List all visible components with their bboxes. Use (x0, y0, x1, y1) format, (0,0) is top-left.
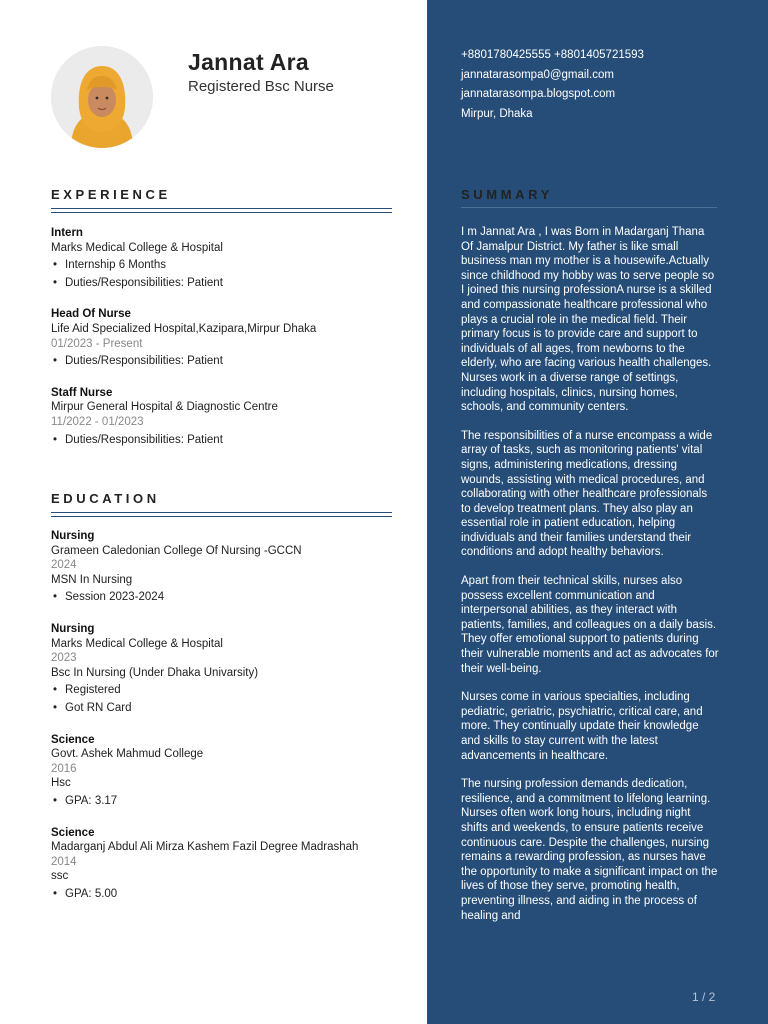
summary-text (461, 225, 719, 937)
education-entry (51, 529, 401, 605)
education-bullet: • Session 2023-2024 (51, 590, 401, 605)
education-bullet-list (51, 794, 401, 809)
education-title: Nursing (51, 622, 95, 635)
page-number: 1 / 2 (692, 990, 716, 1004)
experience-title: Staff Nurse (51, 386, 113, 399)
experience-bullet: • Duties/Responsibilities: Patient (51, 433, 401, 448)
experience-organization: Mirpur General Hospital & Diagnostic Centre (51, 401, 278, 414)
education-entry (51, 622, 401, 716)
experience-bullet-list (51, 258, 401, 290)
summary-paragraph: I m Jannat Ara , I was Born in Madarganj Thana Of Jamalpur District. My father is like small business man my mother is a housewife.Actually since childhood my hobby was to serve people so I joined this nursing professionA nurse is a skilled and compassionate healthcare professional who plays a crucial role in the medical field. Their primary focus is to provide care and support to individuals of all ages, from newborns to the elderly, who are facing various health challenges. Nurses work in a diverse range of settings, including hospitals, clinics, nursing homes, schools, and community centers. (461, 226, 715, 414)
education-date: 2014 (51, 855, 77, 868)
experience-heading: EXPERIENCE (51, 187, 171, 202)
education-bullet: • Registered (51, 683, 401, 698)
experience-date: 01/2023 - Present (51, 337, 143, 350)
phone-number: +8801780425555 +8801405721593 (461, 49, 644, 61)
education-entry (51, 733, 401, 809)
summary-paragraph: Nurses come in various specialties, including pediatric, geriatric, psychiatric, critical care, and more. They continually update their knowledge and skills to stay current with the latest advancements in healthcare. (461, 691, 703, 762)
experience-bullet: • Duties/Responsibilities: Patient (51, 276, 401, 291)
experience-organization: Life Aid Specialized Hospital,Kazipara,Mirpur Dhaka (51, 322, 317, 335)
experience-bullet-list (51, 433, 401, 448)
experience-title: Intern (51, 227, 83, 239)
summary-paragraph: Apart from their technical skills, nurses also possess excellent communication and interpersonal abilities, as they interact with patients, families, and colleagues on a daily basis. They offer emotional support to patients during their vulnerable moments and act as advocates for their well-being. (461, 575, 719, 675)
email-address[interactable]: jannatarasompa0@gmail.com (461, 68, 614, 81)
education-list (51, 529, 401, 918)
profile-photo (51, 46, 153, 148)
candidate-role: Registered Bsc Nurse (188, 78, 334, 95)
education-bullet-list (51, 590, 401, 605)
education-date: 2023 (51, 652, 77, 665)
summary-heading: SUMMARY (461, 187, 553, 202)
education-organization: Govt. Ashek Mahmud College (51, 748, 204, 761)
education-divider (51, 512, 392, 517)
experience-date: 11/2022 - 01/2023 (51, 415, 144, 428)
education-bullet: • GPA: 3.17 (51, 794, 401, 809)
education-organization: Madarganj Abdul Ali Mirza Kashem Fazil Degree Madrashah (51, 841, 359, 854)
experience-divider (51, 208, 392, 213)
education-organization: Marks Medical College & Hospital (51, 637, 223, 650)
summary-paragraph: The responsibilities of a nurse encompass a wide array of tasks, such as monitoring patients' vital signs, administering medications, dressing wounds, assisting with medical procedures, and collaborating with other healthcare professionals to develop treatment plans. They also play an essential role in patient education, helping individuals and their families understand their conditions and adopt healthy behaviors. (461, 429, 713, 559)
experience-entry (51, 386, 401, 447)
education-heading: EDUCATION (51, 491, 160, 506)
education-bullet-list (51, 887, 401, 902)
experience-bullet: • Duties/Responsibilities: Patient (51, 354, 401, 369)
candidate-name: Jannat Ara (188, 49, 310, 75)
experience-bullet: • Internship 6 Months (51, 258, 401, 273)
education-degree: Bsc In Nursing (Under Dhaka Univarsity) (51, 666, 259, 679)
location: Mirpur, Dhaka (461, 107, 533, 120)
experience-bullet-list (51, 354, 401, 369)
education-bullet-list (51, 683, 401, 715)
experience-title: Head Of Nurse (51, 308, 131, 321)
education-organization: Grameen Caledonian College Of Nursing -GCCN (51, 544, 302, 557)
education-entry (51, 826, 401, 902)
education-degree: ssc (51, 870, 69, 883)
education-bullet: • GPA: 5.00 (51, 887, 401, 902)
summary-divider (461, 207, 717, 208)
contact-block (461, 46, 644, 124)
education-date: 2024 (51, 559, 77, 572)
experience-organization: Marks Medical College & Hospital (51, 241, 223, 254)
person-avatar-icon (51, 46, 153, 148)
education-degree: Hsc (51, 777, 71, 790)
education-title: Nursing (51, 530, 95, 542)
education-degree: MSN In Nursing (51, 573, 133, 586)
education-title: Science (51, 733, 95, 746)
experience-entry (51, 307, 401, 368)
education-bullet: • Got RN Card (51, 701, 401, 716)
education-title: Science (51, 826, 95, 839)
website-link[interactable]: jannatarasompa.blogspot.com (461, 88, 616, 100)
experience-entry (51, 226, 401, 290)
education-date: 2016 (51, 762, 77, 775)
experience-list (51, 226, 401, 464)
summary-paragraph: The nursing profession demands dedication, resilience, and a commitment to lifelong learning. Nurses often work long hours, including night shifts and weekends, to ensure patients receive continuous care. Despite the challenges, nursing remains a rewarding profession, as nurses have the opportunity to make a significant impact on the lives of those they serve, promoting health, preventing illness, and aiding in the process of healing and (461, 778, 718, 922)
